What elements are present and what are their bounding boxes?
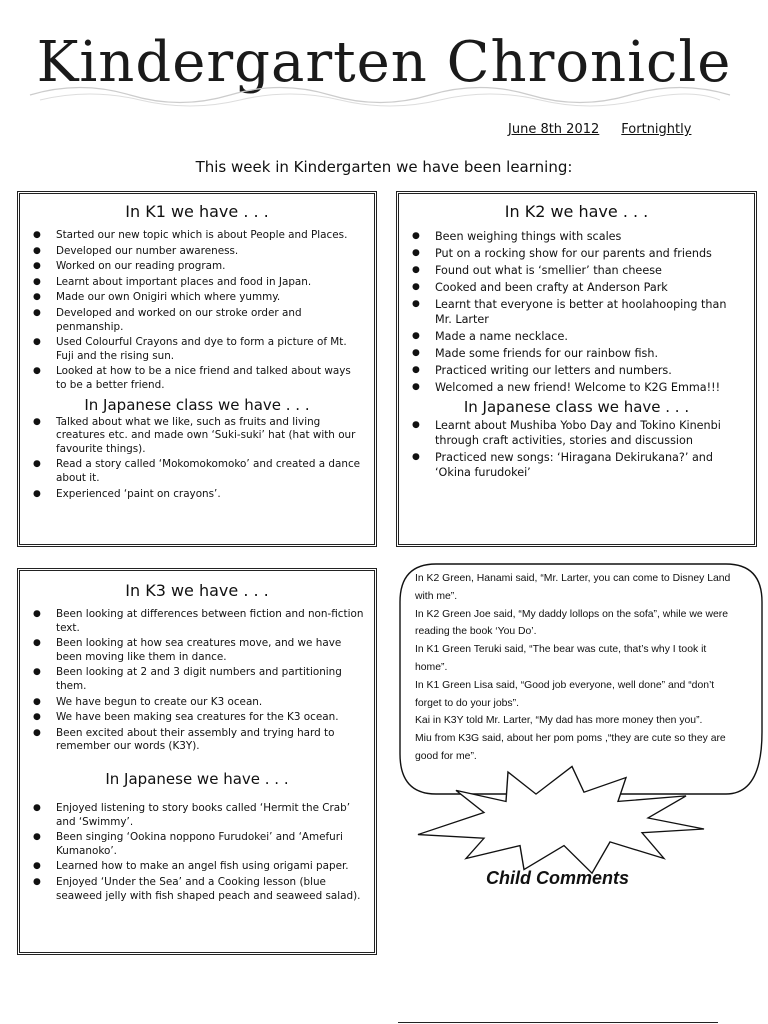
child-comments-text [415, 570, 735, 766]
k2-item: ● Found out what is ‘smellier’ than cheese [409, 263, 744, 278]
k1-japanese-list [30, 416, 364, 502]
k3-list [30, 608, 364, 754]
k3-section [19, 570, 375, 953]
k3-japanese-heading: In Japanese we have . . . [105, 769, 289, 788]
k3-heading: In K3 we have . . . [125, 581, 269, 600]
k2-item: ● Cooked and been crafty at Anderson Park [409, 280, 744, 295]
k2-item: ● Put on a rocking show for our parents and friends [409, 246, 744, 261]
intro-heading: This week in Kindergarten we have been learning: [195, 158, 573, 176]
k1-list [30, 229, 364, 393]
k2-japanese-heading: In Japanese class we have . . . [463, 398, 690, 416]
k1-item: ● Learnt about important places and food in Japan. [30, 276, 364, 290]
k2-item: ● Welcomed a new friend! Welcome to K2G Emma!!! [409, 380, 744, 395]
k3-item: ● Been looking at how sea creatures move, and we have been moving like them in dance. [30, 637, 364, 664]
k1-item: ● Developed our number awareness. [30, 245, 364, 259]
k3-item: ● We have been making sea creatures for the K3 ocean. [30, 711, 364, 725]
child-comment: In K1 Green Teruki said, “The bear was cute, that’s why I took it home”. [415, 644, 707, 673]
child-comment: In K2 Green Joe said, “My daddy lollops on the sofa”, while we were reading the book ‘You Do’. [415, 608, 729, 638]
k3-item: ● Been excited about their assembly and trying hard to remember our words (K3Y). [30, 727, 364, 754]
k1-item: ● Looked at how to be a nice friend and talked about ways to be a better friend. [30, 365, 364, 392]
k2-section [398, 193, 755, 545]
k2-item: ● Practiced writing our letters and numbers. [409, 363, 744, 378]
k3-japanese-item: ● Enjoyed listening to story books called ‘Hermit the Crab’ and ‘Swimmy’. [30, 802, 364, 829]
k3-japanese-item: ● Been singing ‘Ookina noppono Furudokei’ and ‘Amefuri Kumanoko’. [30, 831, 364, 858]
k3-item: ● We have begun to create our K3 ocean. [30, 696, 364, 710]
child-comment: Miu from K3G said, about her pom poms ,“they are cute so they are good for me”. [415, 733, 726, 762]
k1-japanese-item: ● Experienced ‘paint on crayons’. [30, 488, 364, 502]
newsletter-title: Kindergarten Chronicle [36, 30, 732, 95]
child-comment: In K2 Green, Hanami said, “Mr. Larter, you can come to Disney Land with me”. [415, 573, 731, 602]
k1-japanese-item: ● Talked about what we like, such as fruits and living creatures etc. and made own ‘Suki-suki’ hat (hat with our favourite things). [30, 416, 364, 457]
k2-item: ● Made some friends for our rainbow fish. [409, 346, 744, 361]
k1-section [19, 193, 375, 545]
issue-date: June 8th 2012 [508, 122, 600, 137]
k2-japanese-list [409, 418, 744, 480]
k3-japanese-item: ● Enjoyed ‘Under the Sea’ and a Cooking lesson (blue seaweed jelly with fish shaped peach and seaweed salad). [30, 876, 364, 903]
k2-list [409, 229, 744, 395]
k1-japanese-item: ● Read a story called ‘Mokomokomoko’ and created a dance about it. [30, 458, 364, 485]
k1-japanese-heading: In Japanese class we have . . . [84, 395, 310, 414]
child-comment: In K1 Green Lisa said, “Good job everyone, well done” and “don’t forget to do your jobs”. [415, 679, 715, 709]
k1-heading: In K1 we have . . . [125, 202, 269, 221]
k3-item: ● Been looking at 2 and 3 digit numbers and partitioning them. [30, 666, 364, 693]
bottom-rule [398, 1022, 718, 1023]
k2-japanese-item: ● Learnt about Mushiba Yobo Day and Tokino Kinenbi through craft activities, stories and discussion [409, 418, 744, 448]
k1-item: ● Started our new topic which is about People and Places. [30, 229, 364, 243]
k3-item: ● Been looking at differences between fiction and non-fiction text. [30, 608, 364, 635]
child-comment: Kai in K3Y told Mr. Larter, “My dad has more money then you”. [415, 715, 703, 727]
k1-item: ● Developed and worked on our stroke order and penmanship. [30, 307, 364, 334]
dateline [508, 122, 691, 137]
k2-heading: In K2 we have . . . [504, 202, 649, 221]
k1-item: ● Worked on our reading program. [30, 260, 364, 274]
k3-japanese-list [30, 802, 364, 903]
issue-frequency: Fortnightly [621, 122, 692, 137]
child-comments-label: Child Comments [486, 868, 630, 888]
k3-japanese-item: ● Learned how to make an angel fish using origami paper. [30, 860, 364, 874]
title-flourish-decoration [20, 80, 740, 110]
k2-japanese-item: ● Practiced new songs: ‘Hiragana Dekirukana?’ and ‘Okina furudokei’ [409, 450, 744, 480]
k2-item: ● Made a name necklace. [409, 329, 744, 344]
k2-item: ● Learnt that everyone is better at hoolahooping than Mr. Larter [409, 297, 744, 327]
k2-item: ● Been weighing things with scales [409, 229, 744, 244]
k1-item: ● Used Colourful Crayons and dye to form a picture of Mt. Fuji and the rising sun. [30, 336, 364, 363]
k1-item: ● Made our own Onigiri which where yummy. [30, 291, 364, 305]
